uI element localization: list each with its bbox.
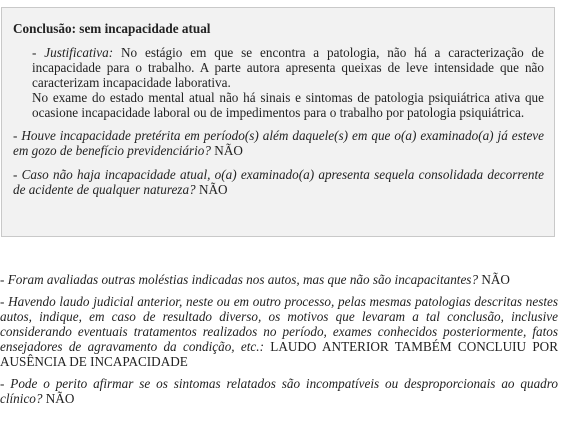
question-past-incapacity [13,128,544,158]
question-other-illnesses [0,272,558,287]
question-previous-report [0,294,558,369]
conclusion-title: Conclusão: sem incapacidade atual [13,21,211,36]
answer-text: NÃO [45,391,75,406]
justification-label: - Justificativa: [32,45,114,60]
question-sequela [13,167,544,197]
mental-exam-paragraph: No exame do estado mental atual não há sinais e sintomas de patologia psiquiátrica ativa que ocasione incapacidade laboral ou de impedimentos para o trabalho por patologia psiquiátrica. [32,90,544,120]
answer-text: NÃO [214,143,243,158]
question-text: - Pode o perito afirmar se os sintomas relatados são incompatíveis ou desproporcionais ao quadro clínico? [0,376,558,406]
additional-questions [0,272,558,406]
conclusion-box [1,7,555,237]
answer-text: LAUDO ANTERIOR TAMBÉM CONCLUIU POR AUSÊNCIA DE INCAPACIDADE [0,339,558,369]
answer-text: NÃO [198,182,228,197]
question-text: - Houve incapacidade pretérita em período(s) além daquele(s) em que o(a) examinado(a) já esteve em gozo de benefício previdenciário? [13,128,544,158]
question-text: - Foram avaliadas outras moléstias indicadas nos autos, mas que não são incapacitantes? [0,272,479,287]
question-symptoms-compatibility [0,376,558,406]
justification-paragraph [13,45,544,90]
question-text: - Caso não haja incapacidade atual, o(a) examinado(a) apresenta sequela consolidada decorrente de acidente de qualquer natureza? [13,167,544,197]
question-text: - Havendo laudo judicial anterior, neste ou em outro processo, pelas mesmas patologias descritas nestes autos, indique, em caso de resultado diverso, os motivos que levaram a tal conclusão, inclusive considerando eventuais tratamentos realizados no período, exames conhecidos posteriormente, fatos ensejadores de agravamento da condição, etc.: [0,294,558,354]
answer-text: NÃO [481,272,510,287]
justification-text: No estágio em que se encontra a patologia, não há a caracterização de incapacidade para o trabalho. A parte autora apresenta queixas de leve intensidade que não caracterizam incapacidade laborativa. [32,45,544,90]
